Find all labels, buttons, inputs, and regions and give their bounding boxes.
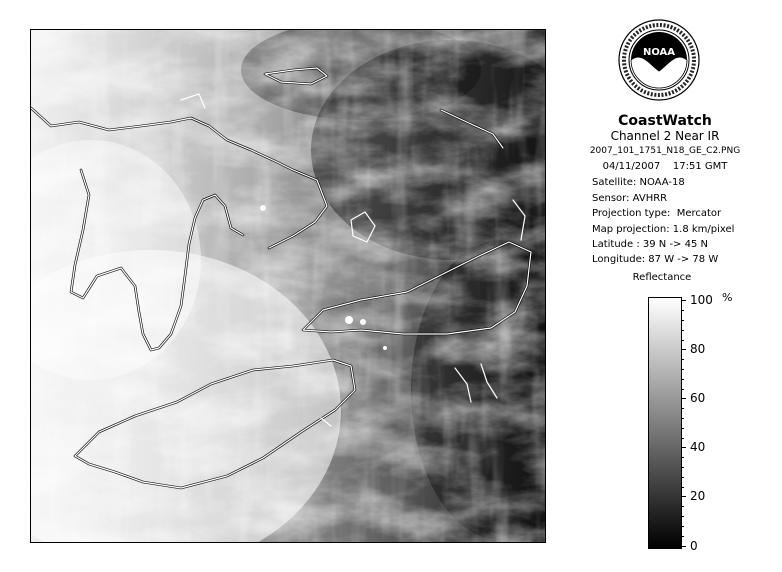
- reflectance-colorbar: [648, 297, 682, 549]
- colorbar-minor-tick: [682, 477, 684, 478]
- colorbar-tick: [682, 398, 686, 399]
- projection-type-info: Projection type: Mercator: [592, 208, 722, 219]
- colorbar-minor-tick: [682, 408, 684, 409]
- colorbar-tick: [682, 496, 686, 497]
- colorbar-tick: [682, 349, 686, 350]
- map-projection-info: Map projection: 1.8 km/pixel: [592, 224, 735, 235]
- satellite-image: [31, 30, 545, 542]
- noaa-seal-icon: [618, 19, 700, 101]
- colorbar-tick-label: 40: [690, 440, 706, 454]
- colorbar-title: Reflectance: [632, 272, 692, 283]
- noaa-logo: [618, 19, 700, 101]
- colorbar-minor-tick: [682, 506, 684, 507]
- colorbar-minor-tick: [682, 418, 684, 419]
- colorbar-minor-tick: [682, 369, 684, 370]
- file-name: 2007_101_1751_N18_GE_C2.PNG: [589, 146, 741, 156]
- colorbar-minor-tick: [682, 428, 684, 429]
- colorbar-minor-tick: [682, 310, 684, 311]
- colorbar-tick-label: 80: [690, 342, 706, 356]
- colorbar-minor-tick: [682, 457, 684, 458]
- colorbar-minor-tick: [682, 389, 684, 390]
- colorbar-minor-tick: [682, 330, 684, 331]
- colorbar-minor-tick: [682, 536, 684, 537]
- satellite-info: Satellite: NOAA-18: [592, 177, 685, 188]
- acquisition-datetime: 04/11/2007 17:51 GMT: [602, 161, 728, 172]
- colorbar-tick-label: 20: [690, 489, 706, 503]
- channel-name: Channel 2 Near IR: [610, 129, 720, 143]
- colorbar-minor-tick: [682, 438, 684, 439]
- product-title: CoastWatch: [618, 113, 712, 129]
- noaa-logo-text: NOAA: [642, 47, 676, 58]
- colorbar-minor-tick: [682, 379, 684, 380]
- latitude-range-info: Latitude : 39 N -> 45 N: [592, 239, 708, 250]
- colorbar-minor-tick: [682, 320, 684, 321]
- colorbar-minor-tick: [682, 487, 684, 488]
- colorbar-minor-tick: [682, 467, 684, 468]
- colorbar-tick-label: 0: [690, 539, 698, 553]
- colorbar-minor-tick: [682, 526, 684, 527]
- longitude-range-info: Longitude: 87 W -> 78 W: [592, 254, 719, 265]
- colorbar-tick: [682, 447, 686, 448]
- colorbar-minor-tick: [682, 516, 684, 517]
- colorbar-minor-tick: [682, 359, 684, 360]
- sensor-info: Sensor: AVHRR: [592, 193, 668, 204]
- colorbar-tick: [682, 300, 686, 301]
- satellite-map: [30, 29, 546, 543]
- colorbar-tick: [682, 546, 686, 547]
- colorbar-unit: %: [722, 291, 733, 304]
- colorbar-tick-label: 60: [690, 391, 706, 405]
- colorbar-tick-label: 100: [690, 293, 713, 307]
- colorbar-minor-tick: [682, 340, 684, 341]
